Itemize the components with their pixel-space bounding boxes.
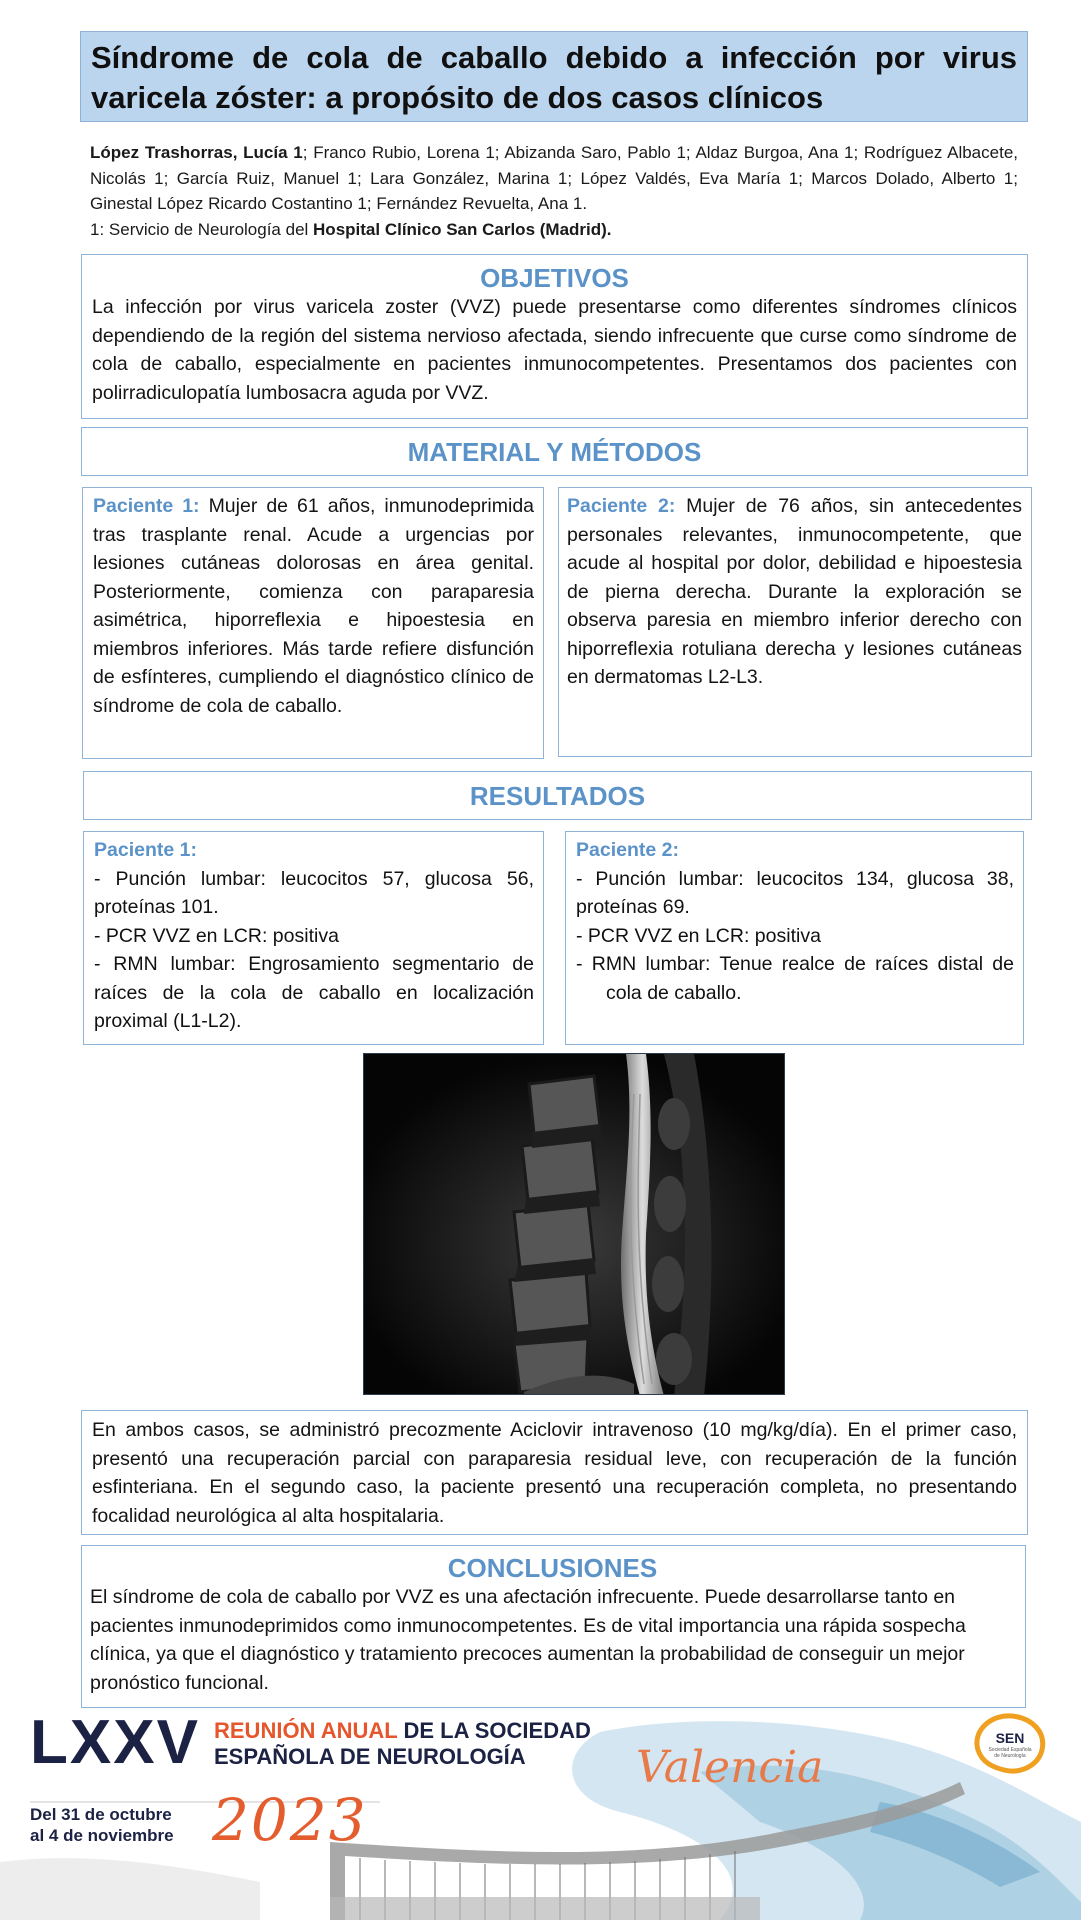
conclusiones-section <box>81 1545 1026 1708</box>
tratamiento-text: En ambos casos, se administró precozmente Aciclovir intravenoso (10 mg/kg/día). En el primer caso, presentó una recuperación parcial con paraparesia residual leve, con recuperación de la función esfinteriana. En el segundo caso, la paciente presentó una recuperación completa, no presentando focalidad neurológica al alta hospitalaria. <box>92 1419 1017 1527</box>
metodos-paciente-2-label: Paciente 2: <box>567 495 676 517</box>
list-item: - PCR VVZ en LCR: positiva <box>94 924 339 947</box>
list-item: - RMN lumbar: Tenue realce de raíces distal de cola de caballo. <box>576 953 1014 1004</box>
congress-edition: LXXV <box>30 1708 200 1777</box>
resultados-paciente-2 <box>565 831 1024 1045</box>
conclusiones-text: El síndrome de cola de caballo por VVZ es una afectación infrecuente. Puede desarrollarse tanto en pacientes inmunodeprimidos como inmunocompetentes. Es de vital importancia una rápida sospecha clínica, ya que el diagnóstico y tratamiento precoces aumentan la probabilidad de conseguir un mejor pronóstico funcional. <box>90 1586 966 1694</box>
resultados-paciente-2-label: Paciente 2: <box>576 839 679 861</box>
sen-logo <box>970 1712 1050 1776</box>
resultados-header-box <box>83 771 1032 820</box>
metodos-paciente-1 <box>82 487 544 759</box>
metodos-header-box <box>81 427 1028 476</box>
lumbar-mri-image <box>363 1053 785 1395</box>
sen-logo-line-1: Sociedad Española <box>988 1747 1032 1753</box>
metodos-paciente-2-text <box>567 492 1022 692</box>
resultados-paciente-1-list <box>94 865 534 1036</box>
author-list <box>90 140 1018 242</box>
metodos-paciente-1-label: Paciente 1: <box>93 495 200 517</box>
objetivos-heading: OBJETIVOS <box>480 263 629 293</box>
resultados-paciente-1 <box>83 831 544 1045</box>
resultados-heading: RESULTADOS <box>469 781 646 811</box>
congress-dates <box>30 1804 174 1846</box>
congress-name-line2: ESPAÑOLA DE NEUROLOGÍA <box>214 1744 526 1769</box>
congress-name-dark: DE LA SOCIEDAD <box>397 1718 591 1743</box>
first-author: López Trashorras, Lucía 1 <box>90 143 303 162</box>
conclusiones-heading: CONCLUSIONES <box>447 1553 658 1583</box>
dates-line-1: Del 31 de octubre <box>30 1805 172 1824</box>
list-item: - Punción lumbar: leucocitos 57, glucosa 56, proteínas 101. <box>94 867 534 918</box>
metodos-paciente-2 <box>558 487 1032 757</box>
congress-city: Valencia <box>636 1742 824 1793</box>
sen-logo-line-2: de Neurología <box>994 1753 1026 1759</box>
metodos-paciente-1-body: Mujer de 61 años, inmunodeprimida tras trasplante renal. Acude a urgencias por lesiones cutáneas dolorosas en área genital. Posteriormente, comienza con paraparesia asimétrica, hiporreflexia e hipoestesia en miembros inferiores. Más tarde refiere disfunción de esfínteres, cumpliendo el diagnóstico clínico de síndrome de cola de caballo. <box>93 495 535 717</box>
congress-name-orange: REUNIÓN ANUAL <box>214 1718 398 1743</box>
resultados-paciente-1-label: Paciente 1: <box>94 839 197 861</box>
objetivos-text: La infección por virus varicela zoster (VVZ) puede presentarse como diferentes síndromes clínicos dependiendo de la región del sistema nervioso afectada, siendo infrecuente que curse como síndrome de cola de caballo, especialmente en pacientes inmunocompetentes. Presentamos dos pacientes con polirradiculopatía lumbosacra aguda por VVZ. <box>92 296 1017 404</box>
co-authors: ; Franco Rubio, Lorena 1; Abizanda Saro, Pablo 1; Aldaz Burgoa, Ana 1; Rodríguez Albacete, Nicolás 1; García Ruiz, Manuel 1; Lara González, Marina 1; López Valdés, Eva María 1; Marcos Dolado, Alberto 1; Ginestal López Ricardo Costantino 1; Fernández Revuelta, Ana 1. <box>90 143 1018 213</box>
affiliation-hospital: Hospital Clínico San Carlos (Madrid). <box>313 219 612 239</box>
poster-title: Síndrome de cola de caballo debido a infección por virus varicela zóster: a propósito de dos casos clínicos <box>80 31 1028 122</box>
mri-illustration <box>364 1054 785 1395</box>
metodos-heading: MATERIAL Y MÉTODOS <box>407 437 702 467</box>
metodos-paciente-2-body: Mujer de 76 años, sin antecedentes personales relevantes, inmunocompetente, que acude al hospital por dolor, debilidad e hipoestesia de pierna derecha. Durante la exploración se observa paresia en miembro inferior derecho con hiporreflexia rotuliana derecha y lesiones cutáneas en dermatomas L2-L3. <box>567 495 1023 688</box>
dates-line-2: al 4 de noviembre <box>30 1826 174 1845</box>
congress-year: 2023 <box>212 1786 368 1854</box>
list-item: - Punción lumbar: leucocitos 134, glucosa 38, proteínas 69. <box>576 867 1014 918</box>
objetivos-section <box>81 254 1028 419</box>
sen-logo-text <box>970 1747 1050 1759</box>
metodos-paciente-1-text <box>93 492 534 720</box>
list-item: - PCR VVZ en LCR: positiva <box>576 924 821 947</box>
list-item: - RMN lumbar: Engrosamiento segmentario de raíces de la cola de caballo en localización proximal (L1-L2). <box>94 953 534 1032</box>
congress-name <box>214 1718 591 1770</box>
affiliation-prefix: 1: Servicio de Neurología del <box>90 219 314 239</box>
sen-logo-abbr: SEN <box>995 1730 1025 1746</box>
resultados-paciente-2-list <box>576 865 1014 1008</box>
tratamiento-box <box>81 1410 1028 1535</box>
